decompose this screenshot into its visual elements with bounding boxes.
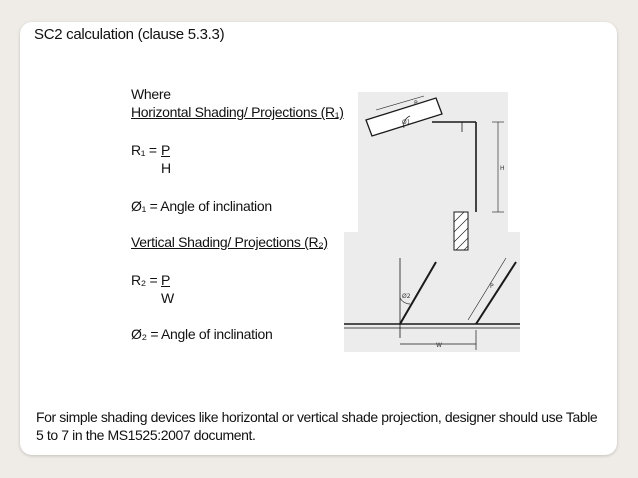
slide-card [20,22,617,455]
where-label: Where [131,86,171,102]
h-side-label: H [500,165,505,172]
phi1-text: Ø₁ = Angle of inclination [131,198,272,214]
r1-lhs: R₁ = [131,142,157,158]
r2-denominator: W [161,290,174,306]
phi2-diagram-label: Ø2 [402,293,411,300]
footer-note: For simple shading devices like horizontal or vertical shade projection, designer should use Table 5 to 7 in the MS1525:2007 document. [36,409,598,443]
vertical-heading: Vertical Shading/ Projections (R₂) [131,234,328,250]
r1-numerator: P [161,142,171,158]
wall-hatch-block [454,212,468,250]
r1-fraction [161,142,171,176]
phi2-text: Ø₂ = Angle of inclination [131,326,273,342]
shading-diagram [344,92,520,352]
p-top-label: P [414,100,418,107]
vertical-diagram-bg [344,232,520,352]
slide-title: SC2 calculation (clause 5.3.3) [34,26,225,43]
w-bottom-label: W [436,342,442,349]
r2-numerator: P [161,272,171,288]
phi1-diagram-label: Ø1 [402,119,411,126]
r1-denominator: H [161,160,171,176]
horizontal-heading: Horizontal Shading/ Projections (R₁) [131,104,344,120]
r2-fraction [161,272,174,306]
r2-lhs: R₂ = [131,272,158,288]
p-lower-label: P [490,283,494,290]
